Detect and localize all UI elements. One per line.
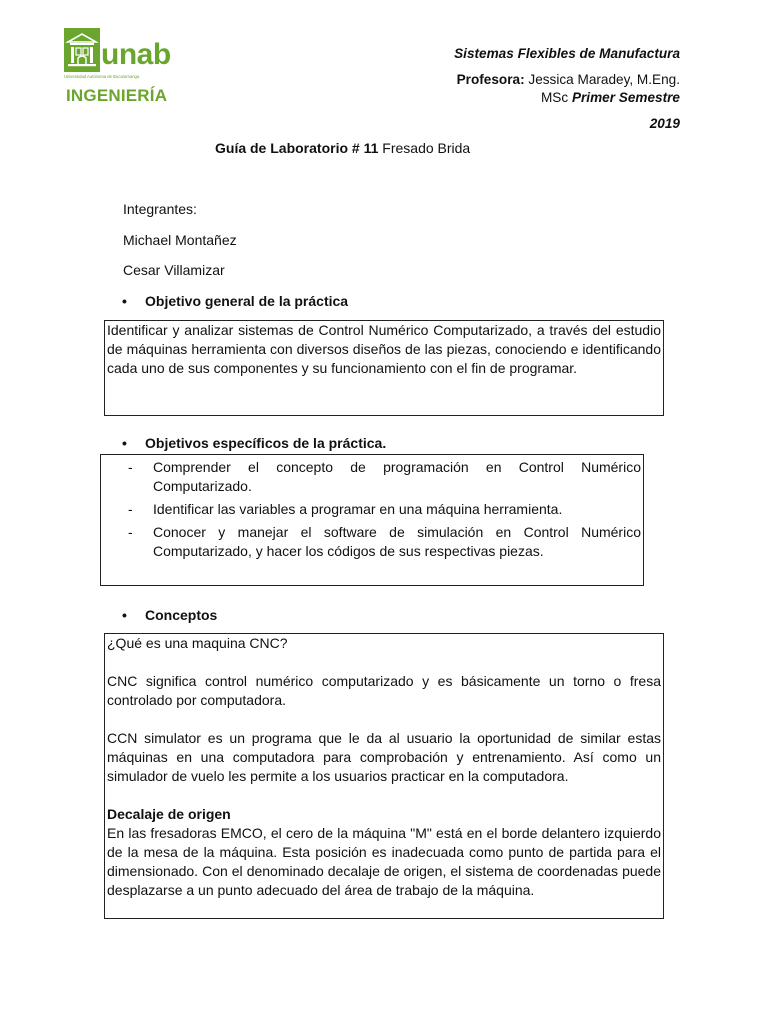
guide-title-number: Guía de Laboratorio # 11	[215, 140, 379, 156]
general-objective-box	[104, 320, 664, 416]
professor-line	[457, 72, 680, 88]
specific-objectives-box	[100, 454, 644, 586]
logo-faculty: INGENIERÍA	[66, 86, 168, 105]
concepts-box	[104, 633, 664, 919]
heading-text: Objetivo general de la práctica	[145, 293, 349, 309]
list-item-text: Identificar las variables a programar en una máquina herramienta.	[153, 501, 563, 517]
guide-title-topic: Fresado Brida	[382, 140, 471, 156]
logo-wordmark: unab	[101, 38, 171, 71]
concept-paragraph: En las fresadoras EMCO, el cero de la máquina "M" está en el borde delantero izquierdo de la mesa de la máquina. Esta posición es inadecuada como punto de partida para el dimensionado. Con el denominado decalaje de origen, el sistema de coordenadas puede desplazarse a un punto adecuado del área de trabajo de la máquina.	[107, 825, 661, 898]
university-logo	[64, 28, 171, 110]
professor-label: Profesora:	[456, 72, 525, 87]
year: 2019	[649, 116, 680, 131]
semester: Primer Semestre	[571, 90, 680, 105]
dash-marker: -	[128, 459, 133, 475]
bullet-icon: •	[122, 607, 127, 623]
member-name: Michael Montañez	[123, 232, 237, 248]
specific-objectives-heading	[122, 435, 386, 451]
heading-text: Conceptos	[145, 607, 218, 623]
degree: MSc	[540, 90, 569, 105]
list-item-text: Comprender el concepto de programación en Control Numérico Computarizado.	[153, 459, 641, 494]
general-objective-heading	[122, 293, 348, 309]
guide-title	[215, 140, 470, 156]
list-item	[101, 458, 641, 496]
course-name: Sistemas Flexibles de Manufactura	[454, 46, 680, 61]
list-item	[101, 500, 641, 519]
list-item-text: Conocer y manejar el software de simulación en Control Numérico Computarizado, y hacer los códigos de sus respectivas piezas.	[153, 524, 641, 559]
dash-marker: -	[128, 524, 133, 540]
concepts-heading	[122, 607, 217, 623]
members-label: Integrantes:	[123, 201, 197, 217]
general-objective-text: Identificar y analizar sistemas de Control Numérico Computarizado, a través del estudio de máquinas herramienta con diversos diseños de las piezas, conociendo e identificando cada uno de sus componentes y su funcionamiento con el fin de programar.	[107, 322, 661, 376]
heading-text: Objetivos específicos de la práctica.	[145, 435, 387, 451]
concept-paragraph: CCN simulator es un programa que le da al usuario la oportunidad de similar estas máquinas en una computadora para comprobación y entrenamiento. Así como un simulador de vuelo les permite a los usuarios practicar en la computadora.	[107, 730, 661, 784]
concept-subheading: Decalaje de origen	[107, 806, 231, 822]
dash-marker: -	[128, 501, 133, 517]
bullet-icon: •	[122, 293, 127, 309]
degree-semester-line	[541, 90, 680, 106]
bullet-icon: •	[122, 435, 127, 451]
concept-paragraph: CNC significa control numérico computarizado y es básicamente un torno o fresa controlado por computadora.	[107, 673, 661, 708]
professor-name: Jessica Maradey, M.Eng.	[528, 72, 680, 87]
logo-university-name: Universidad Autónoma de Bucaramanga	[64, 74, 140, 79]
building-icon	[64, 28, 100, 72]
concept-question: ¿Qué es una maquina CNC?	[107, 635, 288, 651]
list-item	[101, 523, 641, 561]
member-name: Cesar Villamizar	[123, 262, 225, 278]
